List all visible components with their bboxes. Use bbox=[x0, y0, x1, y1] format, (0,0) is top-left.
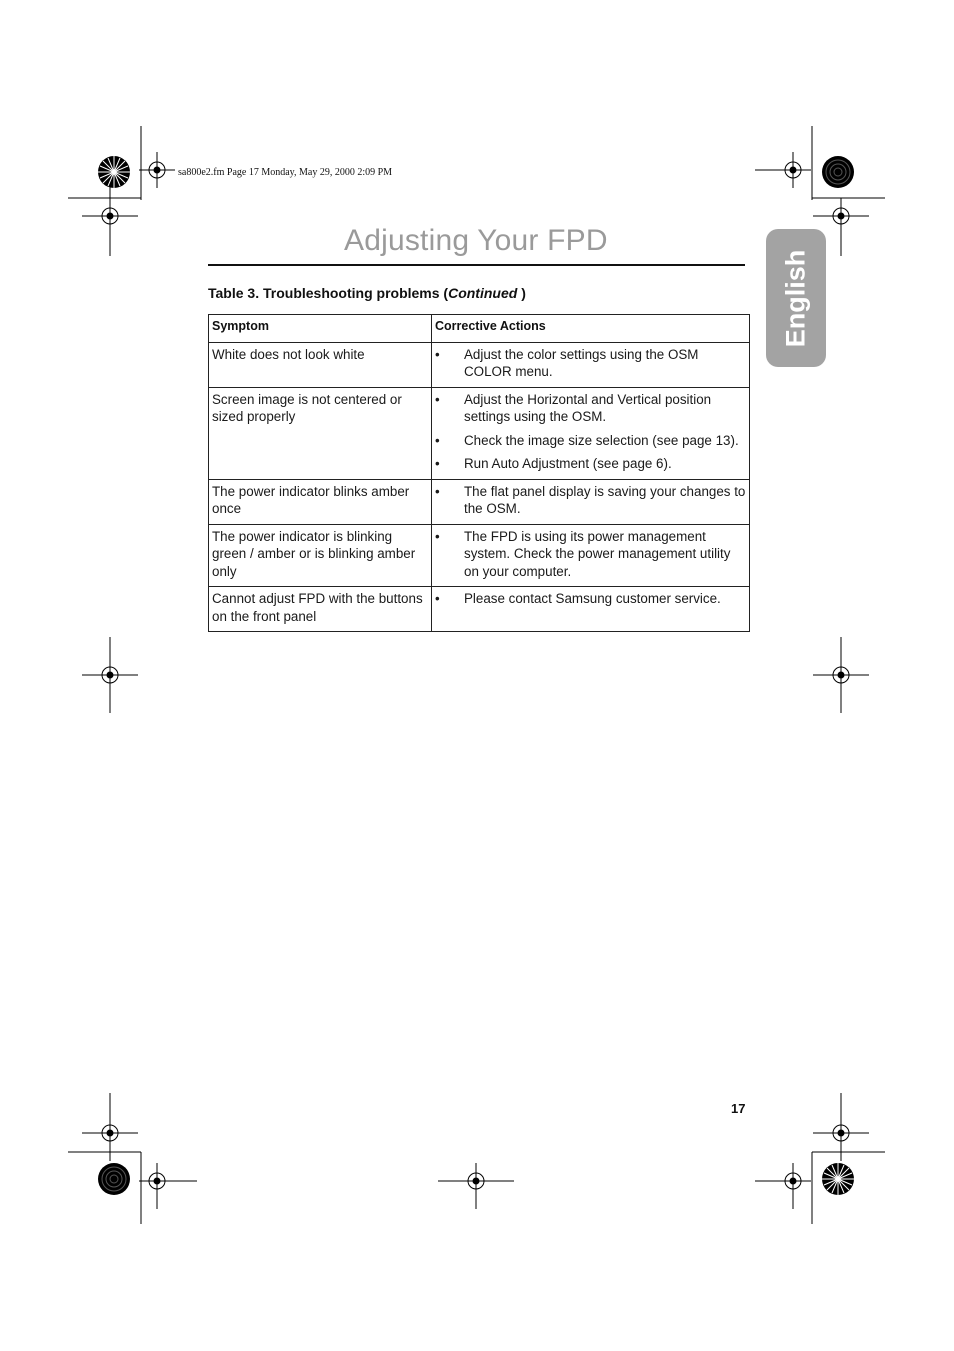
file-slug: sa800e2.fm Page 17 Monday, May 29, 2000 2:09 PM bbox=[178, 167, 393, 178]
bullet: • bbox=[435, 483, 440, 499]
action-text: Please contact Samsung customer service. bbox=[464, 591, 721, 606]
caption-italic: Continued bbox=[448, 285, 518, 301]
action-item bbox=[435, 346, 747, 381]
symptom-cell: White does not look white bbox=[209, 342, 432, 387]
header-symptom: Symptom bbox=[209, 315, 432, 343]
action-text: Check the image size selection (see page 13). bbox=[464, 432, 739, 448]
table-row bbox=[209, 387, 750, 479]
bullet: • bbox=[435, 346, 440, 362]
action-item bbox=[435, 455, 747, 473]
bullet: • bbox=[435, 391, 440, 407]
corrective-actions-cell bbox=[432, 479, 750, 524]
table-header-row bbox=[209, 315, 750, 343]
corrective-actions-cell bbox=[432, 387, 750, 479]
action-item bbox=[435, 432, 747, 450]
action-text: Run Auto Adjustment (see page 6). bbox=[464, 456, 672, 471]
language-tab bbox=[766, 229, 826, 367]
corrective-actions-cell bbox=[432, 524, 750, 587]
bullet: • bbox=[435, 528, 440, 544]
action-text: The FPD is using its power management system. Check the power management utility on your computer. bbox=[464, 528, 731, 579]
table-body bbox=[209, 342, 750, 632]
symptom-cell: The power indicator blinks amber once bbox=[209, 479, 432, 524]
table-row bbox=[209, 342, 750, 387]
header-corrective-actions: Corrective Actions bbox=[432, 315, 750, 343]
bullet: • bbox=[435, 591, 440, 606]
table-row bbox=[209, 524, 750, 587]
caption-suffix: ) bbox=[517, 285, 526, 301]
bullet: • bbox=[435, 432, 440, 448]
corrective-actions-cell bbox=[432, 342, 750, 387]
table-row bbox=[209, 587, 750, 632]
bullet: • bbox=[435, 456, 440, 471]
corrective-actions-cell bbox=[432, 587, 750, 632]
title-rule bbox=[208, 264, 745, 266]
language-tab-label: English bbox=[780, 249, 811, 347]
page-title: Adjusting Your FPD bbox=[344, 224, 608, 257]
symptom-cell: Cannot adjust FPD with the buttons on the front panel bbox=[209, 587, 432, 632]
action-text: Adjust the Horizontal and Vertical position settings using the OSM. bbox=[464, 391, 712, 424]
action-item bbox=[435, 391, 747, 426]
table-caption bbox=[208, 285, 526, 301]
table-row bbox=[209, 479, 750, 524]
action-item bbox=[435, 528, 747, 581]
action-text: The flat panel display is saving your changes to the OSM. bbox=[464, 483, 746, 516]
action-item bbox=[435, 590, 747, 608]
action-text: Adjust the color settings using the OSM COLOR menu. bbox=[464, 346, 699, 379]
symptom-cell: Screen image is not centered or sized properly bbox=[209, 387, 432, 479]
page-number: 17 bbox=[731, 1101, 746, 1116]
action-item bbox=[435, 483, 747, 518]
troubleshooting-table bbox=[208, 314, 750, 632]
symptom-cell: The power indicator is blinking green / amber or is blinking amber only bbox=[209, 524, 432, 587]
caption-prefix: Table 3. Troubleshooting problems ( bbox=[208, 285, 449, 301]
